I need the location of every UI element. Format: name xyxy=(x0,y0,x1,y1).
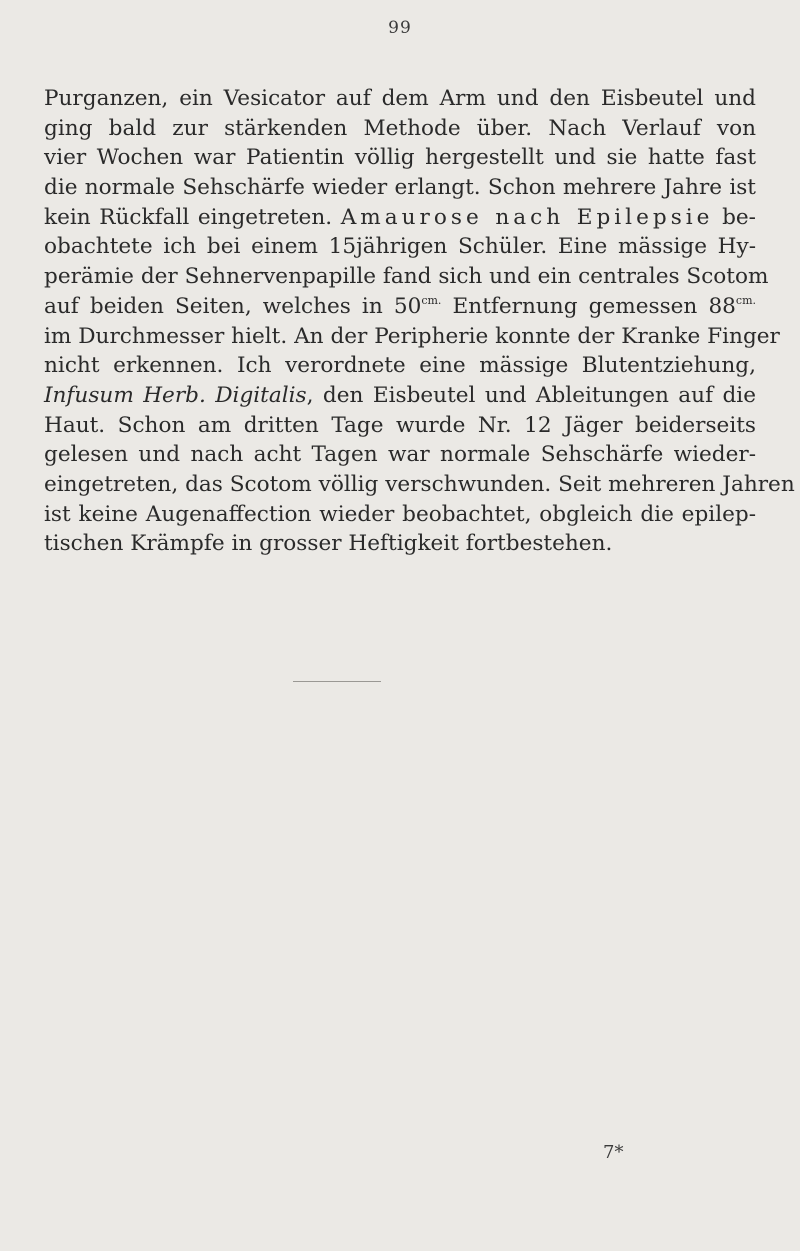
italic-term: Infusum Herb. Digitalis xyxy=(44,382,307,408)
text-line: kein Rückfall eingetreten. Amaurose nach Epilepsie be- xyxy=(44,204,756,230)
text-line: im Durchmesser hielt. An der Peripherie konnte der Kranke Finger xyxy=(44,323,780,349)
text-line: vier Wochen war Patientin völlig hergestellt und sie hatte fast xyxy=(44,145,756,171)
text-line: die normale Sehschärfe wieder erlangt. Schon mehrere Jahre ist xyxy=(44,175,756,201)
text-line: perämie der Sehnervenpapille fand sich und ein centrales Scotom xyxy=(44,264,769,290)
text-line: eingetreten, das Scotom völlig verschwunden. Seit mehreren Jahren xyxy=(44,471,795,497)
text-line: auf beiden Seiten, welches in $50^{cm.}$ Entfernung gemessen $88^{cm.}$ xyxy=(44,293,757,319)
text-line: gelesen und nach acht Tagen war normale Sehschärfe wieder- xyxy=(44,442,756,468)
body-text xyxy=(44,84,795,559)
signature-mark: 7* xyxy=(603,1142,624,1163)
text-line: ist keine Augenaffection wieder beobachtet, obgleich die epilep- xyxy=(44,501,756,527)
spaced-heading: Amaurose nach Epilepsie xyxy=(340,204,714,230)
text-line: Haut. Schon am dritten Tage wurde Nr. 12 Jäger beiderseits xyxy=(44,412,756,438)
text-line: ging bald zur stärkenden Methode über. Nach Verlauf von xyxy=(44,115,756,141)
divider xyxy=(293,681,381,682)
unit-superscript: cm. xyxy=(735,293,757,307)
text-line: Infusum Herb. Digitalis, den Eisbeutel und Ableitungen auf die xyxy=(44,382,756,408)
text-line: tischen Krämpfe in grosser Heftigkeit fortbestehen. xyxy=(44,531,613,557)
unit-superscript: cm. xyxy=(421,293,442,307)
text-line: obachtete ich bei einem 15jährigen Schüler. Eine mässige Hy- xyxy=(44,234,756,260)
text-line: nicht erkennen. Ich verordnete eine mässige Blutentziehung, xyxy=(44,353,756,379)
page-number: 99 xyxy=(388,18,412,38)
text-line: Purganzen, ein Vesicator auf dem Arm und den Eisbeutel und xyxy=(44,86,756,111)
